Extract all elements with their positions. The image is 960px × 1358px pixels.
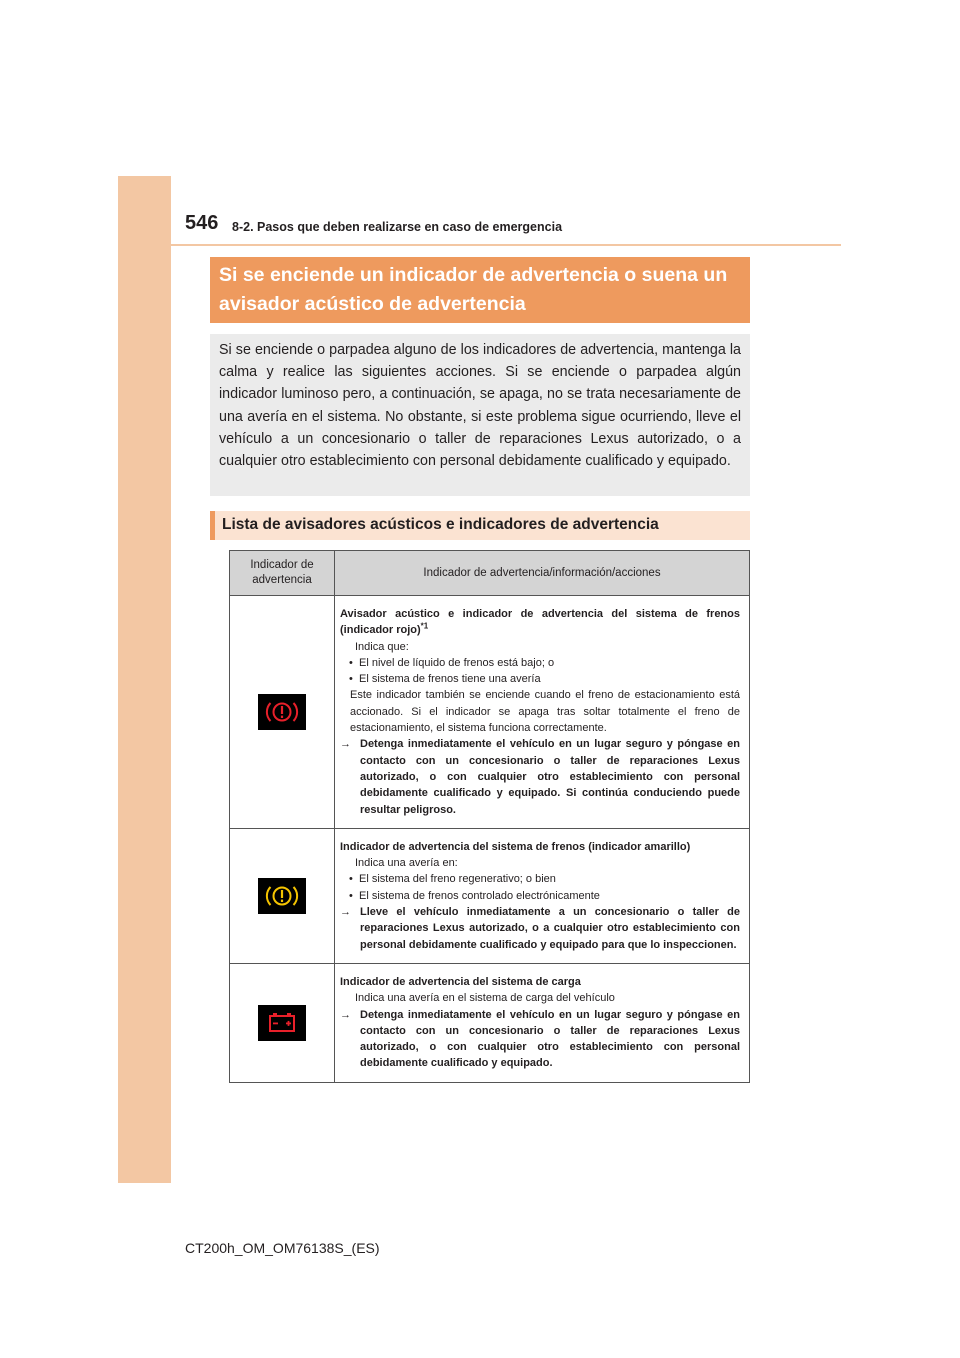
row-title: Indicador de advertencia del sistema de frenos (indicador amarillo) bbox=[340, 840, 691, 853]
row-lead: Indica que: bbox=[355, 640, 409, 653]
row-lead: Indica una avería en: bbox=[355, 857, 458, 870]
row-action-line bbox=[340, 1007, 740, 1072]
row-lead: Indica una avería en el sistema de carga del vehículo bbox=[355, 992, 615, 1005]
arrow-icon: → bbox=[340, 1008, 351, 1021]
row-note: Este indicador también se enciende cuando el freno de estacionamiento está accionado. Si el indicador se apaga tras soltar totalmente el freno de estacionamiento, el sistema funciona correctamente. bbox=[350, 689, 740, 735]
row-title: Indicador de advertencia del sistema de carga bbox=[340, 975, 581, 988]
header-rule bbox=[171, 244, 841, 246]
brake-system-amber-icon bbox=[258, 878, 306, 914]
footnote-mark: *1 bbox=[420, 621, 429, 631]
table-header-indicator: Indicador de advertencia bbox=[230, 551, 335, 596]
list-item: • El sistema del freno regenerativo; o bien bbox=[340, 871, 740, 887]
table-row bbox=[230, 963, 750, 1082]
intro-paragraph: Si se enciende o parpadea alguno de los indicadores de advertencia, mantenga la calma y realice las siguientes acciones. Si se enciende o parpadea algún indicador luminoso pero, a continuación, se apaga, no se trata necesariamente de una avería en el sistema. No obstante, si este problema sigue ocurriendo, lleve el vehículo a un concesionario o taller de reparaciones Lexus autorizado, o a cualquier otro establecimiento con personal debidamente cualificado y equipado. bbox=[210, 334, 750, 496]
info-cell bbox=[335, 963, 750, 1082]
arrow-icon: → bbox=[340, 738, 351, 751]
arrow-icon: → bbox=[340, 906, 351, 919]
battery-charge-icon bbox=[258, 1005, 306, 1041]
indicator-cell bbox=[230, 963, 335, 1082]
list-item: • El nivel de líquido de frenos está bajo; o bbox=[340, 655, 740, 671]
list-item: • El sistema de frenos controlado electrónicamente bbox=[340, 888, 740, 904]
section-title: Si se enciende un indicador de advertencia o suena un avisador acústico de advertencia bbox=[210, 257, 750, 323]
table-row bbox=[230, 596, 750, 829]
row-action-line bbox=[340, 736, 740, 817]
brake-warning-icon bbox=[258, 694, 306, 730]
info-cell bbox=[335, 596, 750, 829]
section-path: 8-2. Pasos que deben realizarse en caso de emergencia bbox=[232, 220, 563, 234]
table-header-info: Indicador de advertencia/información/acciones bbox=[335, 551, 750, 596]
indicator-cell bbox=[230, 828, 335, 963]
list-item: • El sistema de frenos tiene una avería bbox=[340, 671, 740, 687]
indicator-cell bbox=[230, 596, 335, 829]
row-action-line bbox=[340, 904, 740, 953]
row-title-line bbox=[340, 606, 740, 639]
info-cell bbox=[335, 828, 750, 963]
row-action: Lleve el vehículo inmediatamente a un concesionario o taller de reparaciones Lexus autorizado, o a cualquier otro establecimiento con personal debidamente cualificado y equipado para que lo inspeccionen. bbox=[360, 906, 740, 951]
row-title: Avisador acústico e indicador de advertencia del sistema de frenos (indicador rojo) bbox=[340, 608, 740, 637]
page-number: 546 bbox=[185, 212, 219, 234]
table-row bbox=[230, 828, 750, 963]
warning-table bbox=[229, 550, 750, 1083]
footer-code: CT200h_OM_OM76138S_(ES) bbox=[185, 1240, 380, 1256]
side-band bbox=[118, 176, 171, 1183]
row-action: Detenga inmediatamente el vehículo en un lugar seguro y póngase en contacto con un concesionario o taller de reparaciones Lexus autorizado, o con cualquier otro establecimiento con personal debidamente cualificado y equipado. Si continúa conduciendo puede resultar peligroso. bbox=[360, 738, 740, 816]
row-action: Detenga inmediatamente el vehículo en un lugar seguro y póngase en contacto con un concesionario o taller de reparaciones Lexus autorizado, o con cualquier otro establecimiento con personal debidamente cualificado y equipado. bbox=[360, 1008, 740, 1070]
subheading: Lista de avisadores acústicos e indicadores de advertencia bbox=[210, 511, 750, 540]
table-header-row bbox=[230, 551, 750, 596]
